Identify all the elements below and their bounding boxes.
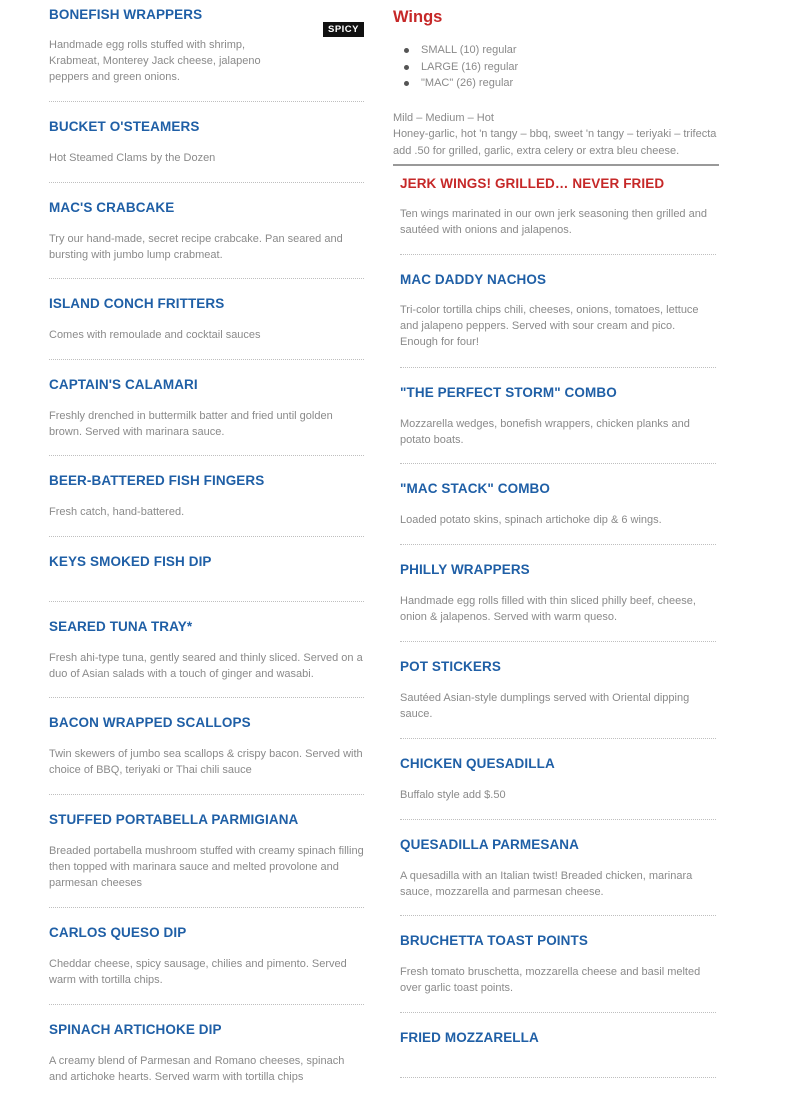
item-title: FRIED MOZZARELLA (400, 1030, 539, 1045)
appetizers-right-column (393, 0, 723, 1078)
item-title: KEYS SMOKED FISH DIP (49, 554, 212, 569)
item-description: Try our hand-made, secret recipe crabcake. Pan seared and bursting with jumbo lump crabmeat. (49, 233, 343, 262)
menu-item (400, 166, 716, 255)
item-description: Mozzarella wedges, bonefish wrappers, chicken planks and potato boats. (400, 418, 690, 447)
item-description: A quesadilla with an Italian twist! Breaded chicken, marinara sauce, mozzarella and parmesan cheese. (400, 870, 693, 899)
menu-item (49, 183, 364, 279)
item-title: ISLAND CONCH FRITTERS (49, 296, 225, 311)
menu-item (49, 698, 364, 795)
item-description: Handmade egg rolls stuffed with shrimp, Krabmeat, Monterey Jack cheese, jalapeno peppers and green onions. (49, 39, 261, 84)
item-title: "THE PERFECT STORM" COMBO (400, 385, 617, 400)
item-title: BONEFISH WRAPPERS (49, 7, 203, 22)
menu-item (49, 279, 364, 360)
item-title: BRUCHETTA TOAST POINTS (400, 933, 588, 948)
spicy-badge: SPICY (323, 22, 364, 37)
wings-title: Wings (393, 8, 443, 26)
item-description: Fresh tomato bruschetta, mozzarella cheese and basil melted over garlic toast points. (400, 966, 701, 995)
item-title: MAC DADDY NACHOS (400, 272, 547, 287)
menu-item (49, 0, 364, 102)
item-description: Loaded potato skins, spinach artichoke dip & 6 wings. (400, 514, 662, 526)
right-items-list (393, 166, 716, 1078)
item-title: QUESADILLA PARMESANA (400, 837, 580, 852)
menu-item (49, 602, 364, 698)
menu-item (49, 102, 364, 183)
item-description: Ten wings marinated in our own jerk seasoning then grilled and sautéed with onions and jalapenos. (400, 208, 707, 237)
menu-item (49, 908, 364, 1005)
menu-item (49, 795, 364, 908)
menu-item (400, 368, 716, 464)
item-title: BUCKET O'STEAMERS (49, 119, 200, 134)
menu-item (400, 820, 716, 916)
item-title: CARLOS QUESO DIP (49, 925, 187, 940)
wings-flavors: Honey-garlic, hot 'n tangy – bbq, sweet 'n tangy – teriyaki – trifecta (393, 128, 717, 140)
item-title: BEER-BATTERED FISH FINGERS (49, 473, 265, 488)
item-title: STUFFED PORTABELLA PARMIGIANA (49, 812, 299, 827)
item-description: Cheddar cheese, spicy sausage, chilies and pimento. Served warm with tortilla chips. (49, 958, 347, 987)
item-description: Comes with remoulade and cocktail sauces (49, 329, 261, 341)
wings-size-item: LARGE (16) regular (393, 59, 723, 76)
menu-item (400, 255, 716, 368)
wings-extras: add .50 for grilled, garlic, extra celery or extra bleu cheese. (393, 144, 680, 157)
menu-item (400, 1013, 716, 1078)
item-description: Buffalo style add $.50 (400, 789, 506, 801)
item-description: Tri-color tortilla chips chili, cheeses, onions, tomatoes, lettuce and jalapeno peppers. Served with sour cream and pico. Enough for four! (400, 304, 699, 349)
menu-item (49, 456, 364, 537)
menu-item (49, 360, 364, 456)
item-description: Hot Steamed Clams by the Dozen (49, 152, 216, 164)
item-description: Fresh ahi-type tuna, gently seared and thinly sliced. Served on a duo of Asian salads with a touch of ginger and wasabi. (49, 652, 363, 681)
item-description: Breaded portabella mushroom stuffed with creamy spinach filling then topped with marinara sauce and melted provolone and parmesan cheeses (49, 845, 364, 890)
item-description: Freshly drenched in buttermilk batter and fried until golden brown. Served with marinara sauce. (49, 410, 333, 439)
wings-section (393, 0, 723, 166)
item-title: SEARED TUNA TRAY* (49, 619, 193, 634)
item-title: JERK WINGS! GRILLED… NEVER FRIED (400, 176, 665, 191)
wings-size-item: SMALL (10) regular (393, 42, 723, 59)
wings-size-list (393, 42, 723, 92)
item-description: A creamy blend of Parmesan and Romano cheeses, spinach and artichoke hearts. Served warm with tortilla chips (49, 1055, 345, 1084)
wings-size-item: "MAC" (26) regular (393, 75, 723, 92)
item-description: Sautéed Asian-style dumplings served with Oriental dipping sauce. (400, 692, 690, 721)
item-title: "MAC STACK" COMBO (400, 481, 550, 496)
item-title: PHILLY WRAPPERS (400, 562, 530, 577)
item-title: BACON WRAPPED SCALLOPS (49, 715, 251, 730)
item-title: POT STICKERS (400, 659, 501, 674)
appetizers-left-column (49, 0, 364, 1105)
item-title: CHICKEN QUESADILLA (400, 756, 555, 771)
menu-item (400, 739, 716, 820)
wings-heat-levels: Mild – Medium – Hot (393, 111, 494, 124)
item-title: SPINACH ARTICHOKE DIP (49, 1022, 222, 1037)
menu-item (400, 545, 716, 642)
item-description: Twin skewers of jumbo sea scallops & crispy bacon. Served with choice of BBQ, teriyaki or Thai chili sauce (49, 748, 363, 777)
item-description: Handmade egg rolls filled with thin sliced philly beef, cheese, onion & jalapenos. Served with warm queso. (400, 595, 696, 624)
item-description: Fresh catch, hand-battered. (49, 506, 185, 518)
menu-item (400, 464, 716, 545)
menu-item (49, 537, 364, 602)
menu-item (400, 642, 716, 739)
item-title: MAC'S CRABCAKE (49, 200, 175, 215)
menu-item (400, 916, 716, 1013)
menu-item (49, 1005, 364, 1105)
item-title: CAPTAIN'S CALAMARI (49, 377, 198, 392)
